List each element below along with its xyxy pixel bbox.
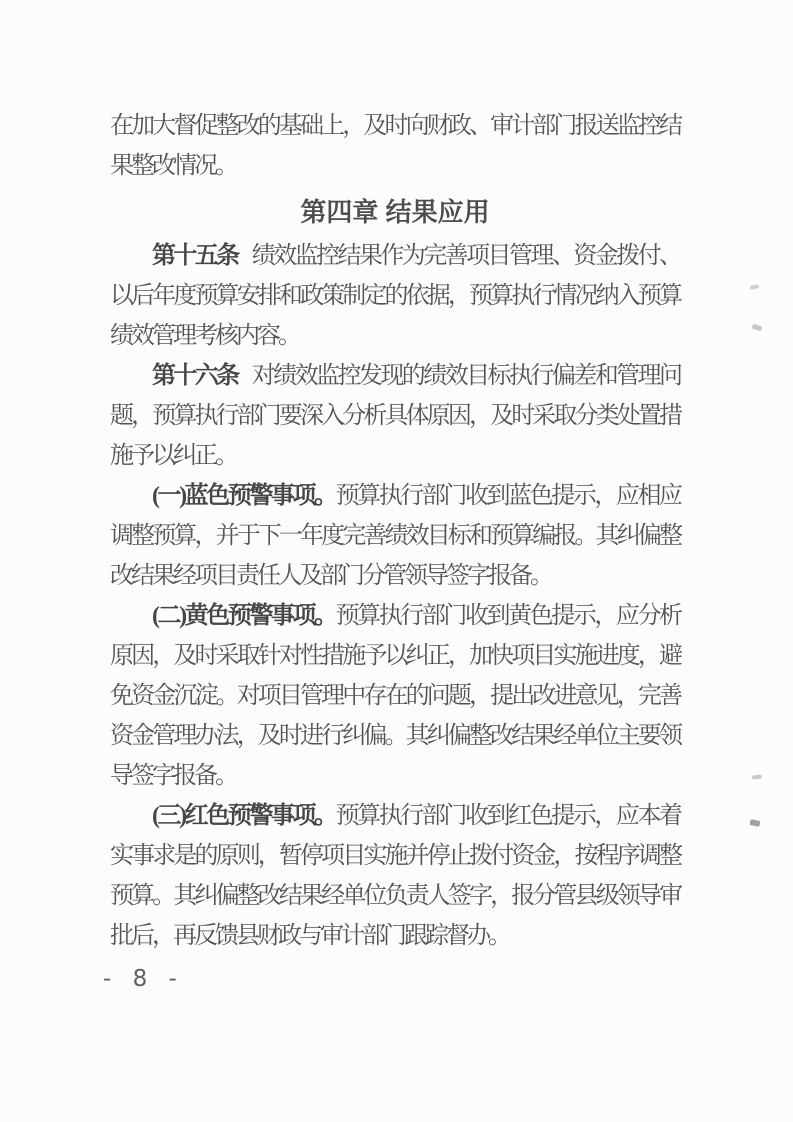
red-warning-paragraph bbox=[110, 796, 680, 956]
blue-warning-paragraph bbox=[110, 476, 680, 596]
article-16-paragraph bbox=[110, 356, 680, 476]
chapter-heading: 第四章 结果应用 bbox=[300, 197, 490, 227]
blue-warning-text: 预算执行部门收到蓝色提示，应相应调整预算，并于下一年度完善绩效目标和预算编报。其纠偏整改结果经项目责任人及部门分管领导签字报备。 bbox=[110, 483, 681, 589]
blue-warning-label: (一)蓝色预警事项。 bbox=[152, 483, 336, 509]
yellow-warning-label: (二)黄色预警事项。 bbox=[152, 603, 336, 629]
document-body bbox=[110, 106, 680, 956]
red-warning-text: 预算执行部门收到红色提示，应本着实事求是的原则，暂停项目实施并停止拨付资金，按程序调整预算。其纠偏整改结果经单位负责人签字，报分管县级领导审批后，再反馈县财政与审计部门跟踪督办。 bbox=[110, 803, 681, 949]
scan-artifact-icon bbox=[750, 284, 760, 290]
scan-artifact-icon bbox=[749, 819, 760, 827]
red-warning-label: (三)红色预警事项。 bbox=[152, 803, 336, 829]
article-16-text: 对绩效监控发现的绩效目标执行偏差和管理问题，预算执行部门要深入分析具体原因，及时采取分类处置措施予以纠正。 bbox=[110, 363, 681, 469]
article-16-label: 第十六条 bbox=[152, 363, 238, 389]
article-15-text: 绩效监控结果作为完善项目管理、资金拨付、以后年度预算安排和政策制定的依据，预算执行情况纳入预算绩效管理考核内容。 bbox=[110, 243, 681, 349]
scan-artifact-icon bbox=[751, 324, 762, 332]
yellow-warning-text: 预算执行部门收到黄色提示，应分析原因，及时采取针对性措施予以纠正，加快项目实施进度，避免资金沉淀。对项目管理中存在的问题，提出改进意见，完善资金管理办法，及时进行纠偏。其纠偏整改结果经单位主要领导签字报备。 bbox=[110, 603, 681, 789]
yellow-warning-paragraph bbox=[110, 596, 680, 796]
paragraph-continuation bbox=[110, 106, 680, 186]
article-15-label: 第十五条 bbox=[152, 243, 238, 269]
paragraph-text: 在加大督促整改的基础上，及时向财政、审计部门报送监控结果整改情况。 bbox=[110, 113, 680, 179]
scan-artifact-icon bbox=[752, 774, 762, 779]
page-number: - 8 - bbox=[103, 966, 184, 992]
article-15-paragraph bbox=[110, 236, 680, 356]
